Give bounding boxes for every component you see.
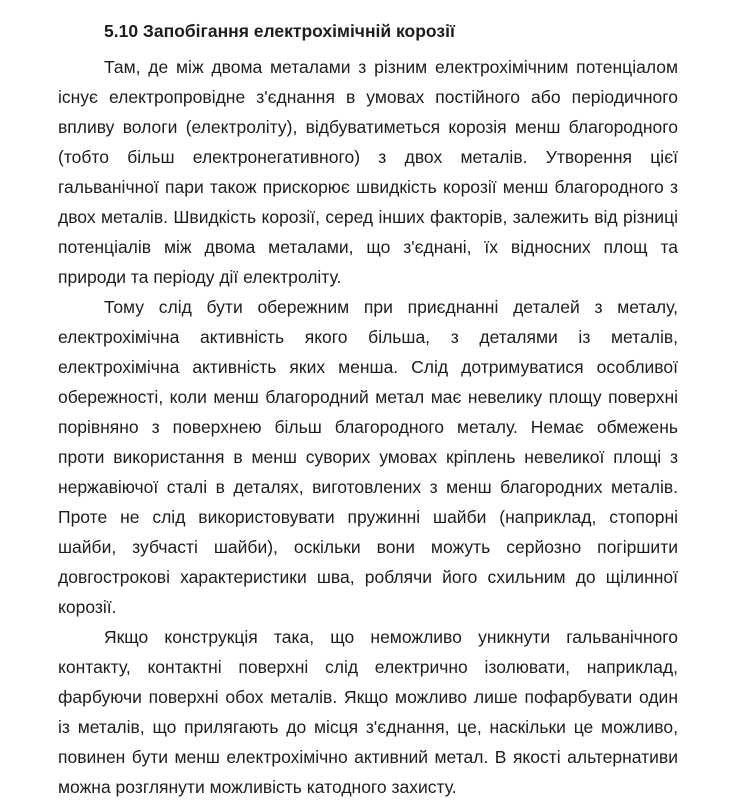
text-line: довгострокові характеристики шва, роблячи його схильним до щілинної	[58, 567, 678, 587]
text-line: шайби, зубчасті шайби), оскільки вони можуть серйозно погіршити	[58, 537, 678, 557]
text-line: проти використання в менш суворих умовах кріплень невеликої площі з	[58, 447, 678, 467]
text-line: впливу вологи (електроліту), відбуватиметься корозія менш благородного	[58, 117, 678, 137]
paragraph	[58, 292, 678, 622]
text-line: контакту, контактні поверхні слід електрично ізолювати, наприклад,	[58, 657, 678, 677]
text-line: потенціалів між двома металами, що з'єднані, їх відносних площ та	[58, 237, 678, 257]
text-line: гальванічної пари також прискорює швидкість корозії менш благородного з	[58, 177, 678, 197]
paragraph	[58, 52, 678, 292]
text-line: можна розглянути можливість катодного захисту.	[58, 777, 457, 797]
text-line: фарбуючи поверхні обох металів. Якщо можливо лише пофарбувати один	[58, 687, 678, 707]
text-line: повинен бути менш електрохімічно активний метал. В якості альтернативи	[58, 747, 678, 767]
text-line: природи та періоду дії електроліту.	[58, 267, 342, 287]
text-line: електрохімічна активність якого більша, з деталями із металів,	[58, 327, 678, 347]
text-line: із металів, що прилягають до місця з'єднання, це, наскільки це можливо,	[58, 717, 678, 737]
text-line: Там, де між двома металами з різним електрохімічним потенціалом	[104, 57, 678, 77]
text-line: існує електропровідне з'єднання в умовах постійного або періодичного	[58, 87, 678, 107]
text-line: електрохімічна активність яких менша. Слід дотримуватися особливої	[58, 357, 678, 377]
text-line: порівняно з поверхнею більш благородного металу. Немає обмежень	[58, 417, 678, 437]
text-line: Тому слід бути обережним при приєднанні деталей з металу,	[104, 297, 678, 317]
text-line: корозії.	[58, 597, 117, 617]
text-line: двох металів. Швидкість корозії, серед інших факторів, залежить від різниці	[58, 207, 678, 227]
text-line: (тобто більш електронегативного) з двох металів. Утворення цієї	[58, 147, 678, 167]
section-heading: 5.10 Запобігання електрохімічній корозії	[104, 21, 455, 41]
text-line: Проте не слід використовувати пружинні шайби (наприклад, стопорні	[58, 507, 678, 527]
paragraph	[58, 622, 678, 800]
document-body	[58, 52, 678, 800]
text-line: нержавіючої сталі в деталях, виготовлених з менш благородних металів.	[58, 477, 678, 497]
text-line: обережності, коли менш благородний метал має невелику площу поверхні	[58, 387, 678, 407]
text-line: Якщо конструкція така, що неможливо уникнути гальванічного	[104, 627, 678, 647]
